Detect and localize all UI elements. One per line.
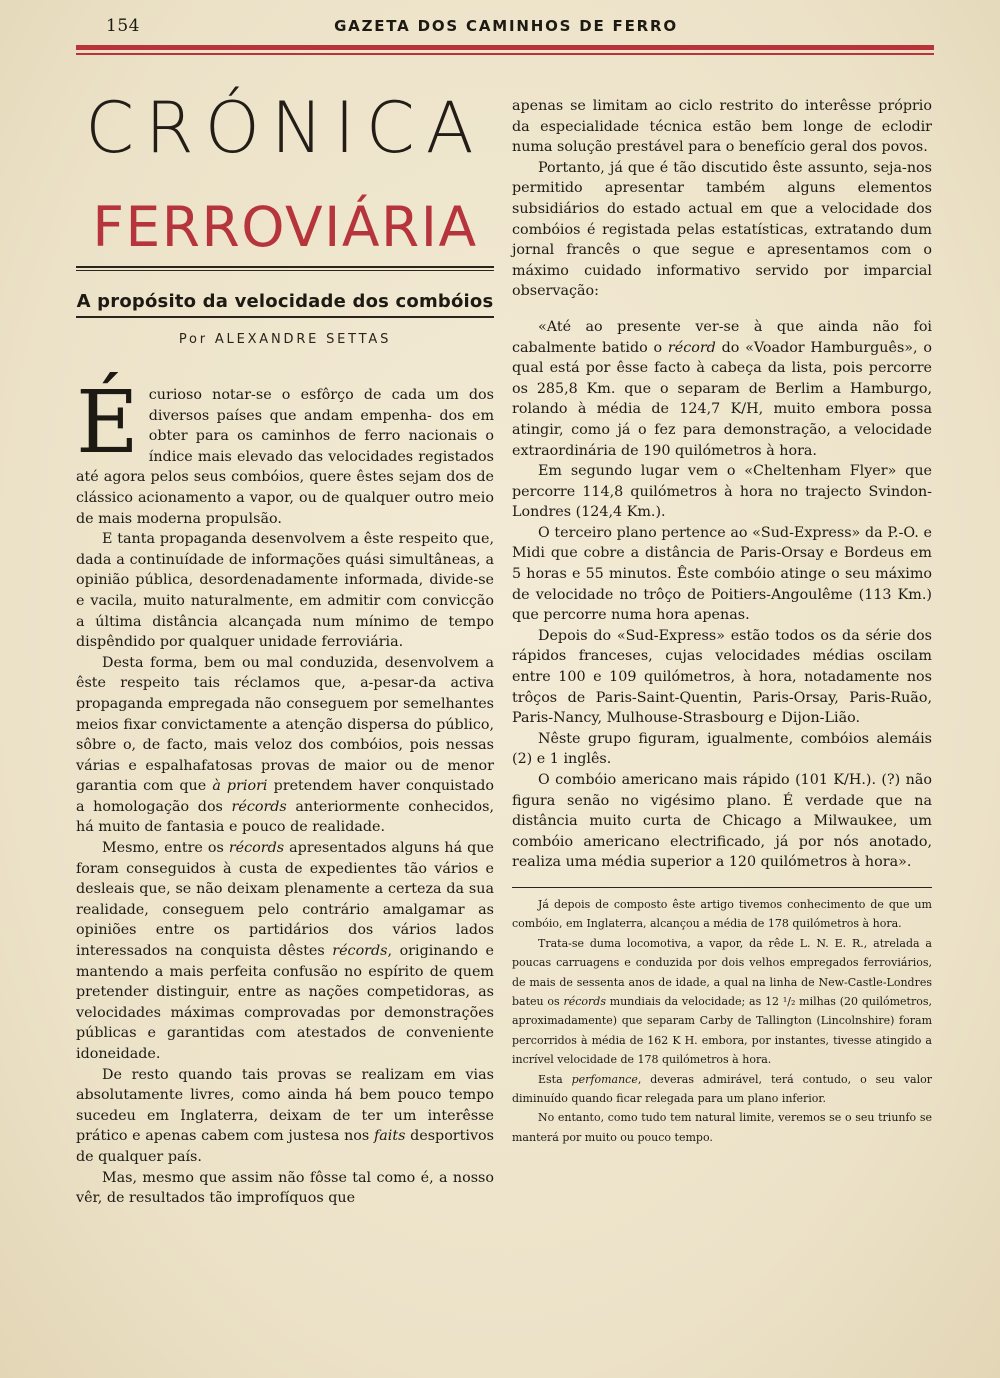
quote-paragraph: Nêste grupo figuram, igualmente, combóios alemáis (2) e 1 inglês. <box>512 730 932 768</box>
page-header <box>76 14 936 46</box>
quote-paragraph: O combóio americano mais rápido (101 K/H.). (?) não figura senão no vigésimo plano. É verdade que na distância muito curta de Chicago a Milwaukee, um combóio americano electrificado, já por nós anotado, realiza uma média superior a 120 quilómetros à hora». <box>512 772 932 871</box>
paragraph: Portanto, já que é tão discutido êste assunto, seja-nos permitido apresentar também alguns elementos subsidiários do estado actual em que a velocidade dos combóios é registada pelas estatísticas, extratando dum jornal francês o que segue e apresentamos com o máximo cuidado informativo servido por imparcial observação: <box>512 159 932 300</box>
paragraph: apenas se limitam ao ciclo restrito do interêsse próprio da especialidade técnica estão bem longe de eclodir numa solução prestável para o benefício geral dos povos. <box>512 98 932 156</box>
paragraph: Écurioso notar-se o esfôrço de cada um dos diversos países que andam empenha- dos em obter para os caminhos de ferro nacionais o índice mais elevado das velocidades registados até agora pelos seus combóios, quere êstes sejam dos de clássico acionamento a vapor, ou de qualquer outro meio de mais moderna propulsão. <box>76 373 494 527</box>
quote-paragraph: Em segundo lugar vem o «Cheltenham Flyer» que percorre 114,8 quilómetros à hora no trajecto Svindon-Londres (124,4 Km.). <box>512 463 932 521</box>
quote-paragraph: O terceiro plano pertence ao «Sud-Express» da P.-O. e Midi que cobre a distância de Paris-Orsay e Bordeus em 5 horas e 55 minutos. Êste combóio atinge o seu máximo de velocidade no trôço de Poitiers-Angoulême (113 Km.) que percorre numa hora apenas. <box>512 524 932 624</box>
page-number: 154 <box>106 16 140 36</box>
paragraph: Desta forma, bem ou mal conduzida, desenvolvem a êste respeito tais réclamos que, a-pesar-da activa propaganda empregada não conseguem por semelhantes meios fixar convictamente a atenção dispersa do público, sôbre o, de facto, mais veloz dos combóios, pois nessas várias e espalhafatosas provas de maior ou de menor garantia com que à priori pretendem haver conquistado a homologação dos récords anteriormente conhecidos, há muito de fantasia e pouco de realidade. <box>76 654 494 836</box>
right-body-text <box>512 96 932 873</box>
byline-prefix: Por <box>178 332 208 347</box>
left-body-text <box>76 373 494 1209</box>
paragraph: E tanta propaganda desenvolvem a êste respeito que, dada a continuídade de informações quási simultâneas, a opinião pública, desordenadamente informada, divide-se e vacila, muito naturalmente, em admitir com convicção a última distância alcançada num mínimo de tempo dispêndido por qualquer unidade ferroviária. <box>76 531 494 651</box>
left-column <box>76 88 494 1209</box>
note-paragraph: Esta perfomance, deveras admirável, terá contudo, o seu valor diminuído quando ficar relegada para um plano inferior. <box>512 1072 932 1106</box>
spacer <box>512 302 932 317</box>
quote-paragraph: Depois do «Sud-Express» estão todos os da série dos rápidos franceses, cujas velocidades médias oscilam entre 100 e 109 quilómetros, à hora, notadamente nos trôços de Paris-Saint-Quentin, Paris-Orsay, Paris-Ruão, Paris-Nancy, Mulhouse-Strasbourg e Dijon-Lião. <box>512 627 932 727</box>
byline <box>76 332 494 347</box>
article-title-line1: CRÓNICA <box>85 87 485 169</box>
paragraph: Mas, mesmo que assim não fôsse tal como é, a nosso vêr, de resultados tão improfíquos que <box>76 1169 494 1207</box>
article-subtitle: A propósito da velocidade dos combóios <box>76 291 494 318</box>
article-title-line2: FERROVIÁRIA <box>92 195 478 259</box>
note-paragraph: Trata-se duma locomotiva, a vapor, da rêde L. N. E. R., atrelada a poucas carruagens e conduzida por dois velhos empregados ferroviários, de mais de sessenta anos de idade, a qual na linha de New-Castle-Londres bateu os récords mundiais da velocidade; as 12 ¹/₂ milhas (20 quilómetros, aproximadamente) que separam Carby de Tallington (Lincolnshire) foram percorridos à média de 162 K H. embora, por instantes, tivesse atingido a incrível velocidade de 178 quilómetros à hora. <box>512 936 932 1067</box>
note-paragraph: Já depois de composto êste artigo tivemos conhecimento de que um combóio, em Inglaterra, alcançou a média de 178 quilómetros à hora. <box>512 897 932 931</box>
author-name: ALEXANDRE SETTAS <box>214 332 392 347</box>
footnotes <box>512 895 932 1147</box>
paragraph: De resto quando tais provas se realizam em vias absolutamente livres, como ainda há bem pouco tempo sucedeu em Inglaterra, deixam de ter um interêsse prático e apenas cabem com justesa nos faits desportivos de qualquer país. <box>76 1066 494 1165</box>
journal-title: GAZETA DOS CAMINHOS DE FERRO <box>334 17 678 35</box>
right-column <box>512 96 932 1147</box>
note-paragraph: No entanto, como tudo tem natural limite, veremos se o seu triunfo se manterá por muito ou pouco tempo. <box>512 1111 932 1144</box>
header-rule-thin <box>76 53 934 55</box>
header-rule <box>76 45 934 50</box>
paragraph: Mesmo, entre os récords apresentados alguns há que foram conseguidos à custa de expedientes tão vários e desleais que, se não deixam plenamente a certeza da sua realidade, conseguem pelo contrário amalgamar as opiniões entre os partidários dos vários lados interessados na conquista dêstes récords, originando e mantendo a mais perfeita confusão no espírito de quem pretender distinguir, entre as nações competidoras, as velocidades máximas comprovadas por demonstrações públicas e garantidas com atestados de conveniente idoneidade. <box>76 840 494 1062</box>
footnote-rule <box>512 887 932 888</box>
quote-paragraph: «Até ao presente ver-se à que ainda não foi cabalmente batido o récord do «Voador Hamburguês», o qual está por êsse facto à cabeça da lista, pois percorre os 285,8 Km. que o separam de Berlim a Hamburgo, rolando à média de 124,7 K/H, muito embora possa atingir, como já o fez para demonstração, a velocidade extraordinária de 190 quilómetros à hora. <box>512 318 932 459</box>
title-rule <box>76 266 494 271</box>
drop-cap: É <box>76 373 139 473</box>
